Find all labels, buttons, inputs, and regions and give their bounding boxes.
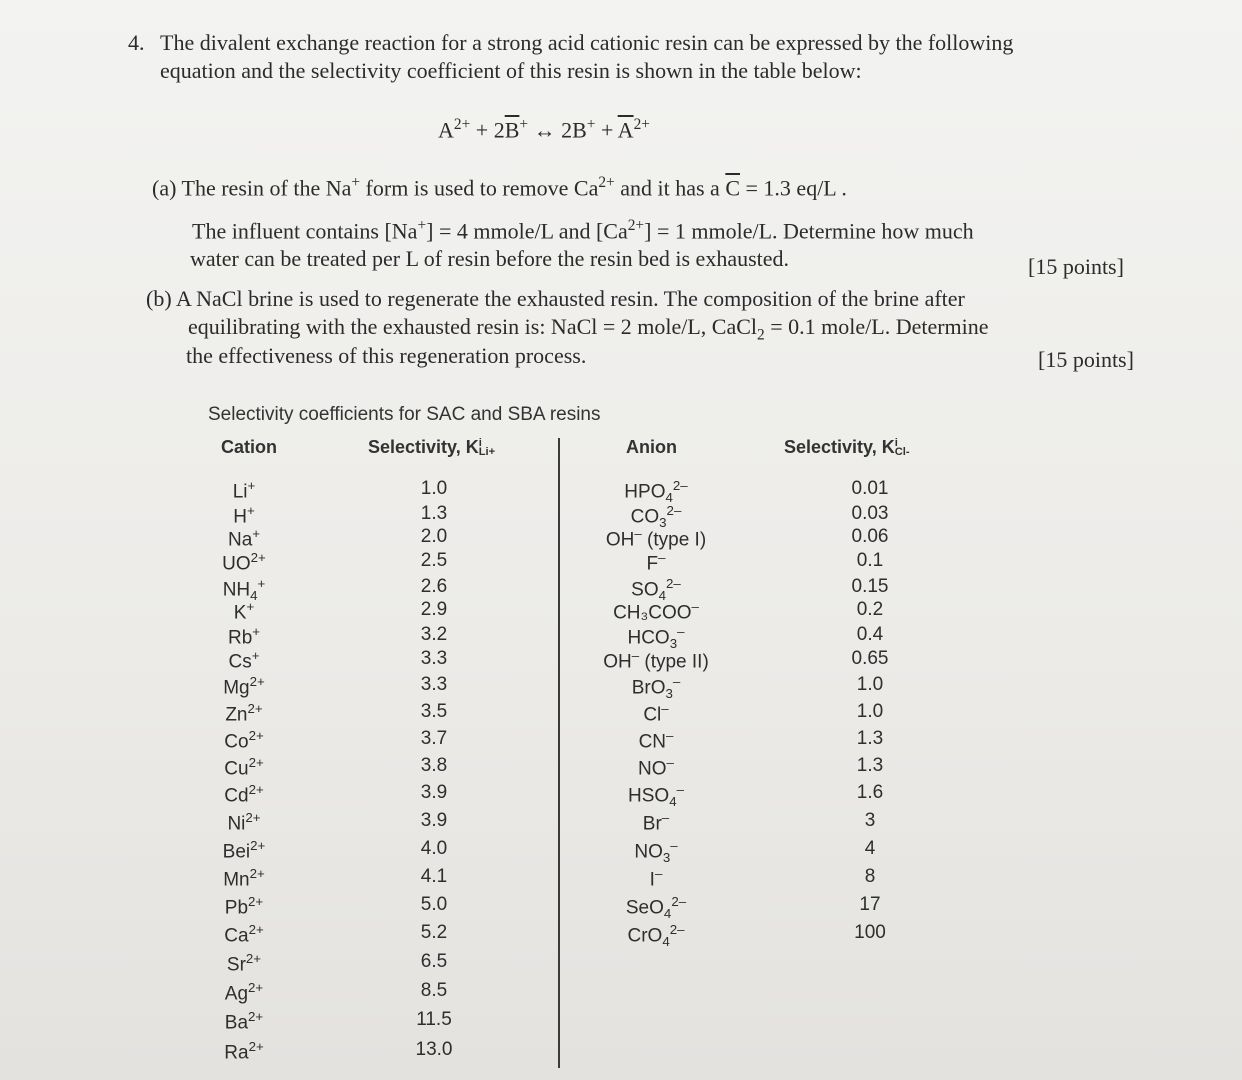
anion-cell xyxy=(643,810,669,835)
anion-charge: – xyxy=(654,866,663,881)
cation-symbol: Rb xyxy=(227,627,253,649)
cation-charge: 2+ xyxy=(248,782,264,797)
cation-cell xyxy=(233,478,256,503)
cation-symbol: Ni xyxy=(227,813,246,835)
cation-symbol: Li xyxy=(232,481,248,503)
header-cation-selectivity: Selectivity, Ki Li+ xyxy=(368,437,496,459)
column-divider xyxy=(558,438,560,1068)
anion-charge: – xyxy=(634,526,642,541)
anion-cell xyxy=(639,728,674,753)
anion-selectivity-value: 0.2 xyxy=(856,599,884,620)
anion-cell xyxy=(627,922,684,949)
cation-symbol: Cs xyxy=(228,651,252,673)
cation-charge: 2+ xyxy=(248,755,264,770)
cation-selectivity-value: 3.7 xyxy=(420,728,448,749)
anion-subscript: 4 xyxy=(665,490,673,506)
cation-charge: + xyxy=(246,503,255,518)
cation-charge: 2+ xyxy=(247,701,263,716)
anion-cell xyxy=(646,550,665,575)
anion-selectivity-value: 3 xyxy=(864,810,876,831)
anion-symbol: I xyxy=(649,869,655,891)
anion-symbol: Br xyxy=(642,813,662,835)
anion-charge: 2– xyxy=(666,576,681,591)
anion-charge: – xyxy=(691,599,699,614)
anion-selectivity-value: 0.06 xyxy=(851,526,889,547)
anion-subscript: 4 xyxy=(663,906,672,922)
anion-symbol: HPO xyxy=(624,481,666,503)
anion-selectivity-value: 1.3 xyxy=(856,755,884,776)
anion-selectivity-value: 1.6 xyxy=(856,782,884,803)
anion-symbol: BrO xyxy=(631,677,666,699)
cation-selectivity-value: 3.5 xyxy=(420,701,448,722)
header-anion: Anion xyxy=(626,437,677,457)
anion-charge: – xyxy=(666,755,674,770)
cation-selectivity-value: 2.0 xyxy=(420,526,448,547)
cation-symbol: Bei xyxy=(222,841,251,863)
cation-symbol: NH xyxy=(222,579,251,601)
cation-selectivity-value: 11.5 xyxy=(416,1009,452,1030)
cation-charge: 2+ xyxy=(245,810,261,825)
anion-selectivity-value: 4 xyxy=(864,838,876,859)
cation-selectivity-value: 4.1 xyxy=(420,866,448,887)
problem-number: 4. xyxy=(128,30,145,55)
anion-charge: – xyxy=(661,701,669,716)
anion-selectivity-value: 0.01 xyxy=(851,478,889,499)
anion-cell xyxy=(626,894,686,921)
cation-symbol: Ca xyxy=(224,925,249,947)
cation-selectivity-value: 3.8 xyxy=(420,755,448,776)
cation-symbol: Mn xyxy=(223,869,250,891)
cation-selectivity-value: 3.9 xyxy=(420,782,448,803)
anion-type-note: (type II) xyxy=(639,651,709,673)
cation-symbol: Ag xyxy=(224,983,249,1005)
cation-cell xyxy=(224,922,263,947)
cation-symbol: Cd xyxy=(224,785,249,807)
cation-selectivity-value: 2.6 xyxy=(420,576,448,597)
anion-selectivity-value: 0.4 xyxy=(856,624,884,645)
part-a-points: [15 points] xyxy=(1028,254,1124,279)
cation-charge: + xyxy=(257,576,266,591)
part-b-line-3: the effectiveness of this regeneration process. xyxy=(186,343,587,368)
anion-cell xyxy=(632,674,681,701)
part-a-line-2: The influent contains [Na+] = 4 mmole/L and $[Ca^{2+}] = 1$ mmole/L. Determine how much xyxy=(192,217,974,244)
cation-cell xyxy=(224,782,263,807)
cation-selectivity-value: 1.0 xyxy=(420,478,448,499)
anion-symbol: CO xyxy=(630,506,660,528)
cation-symbol: Pb xyxy=(224,897,249,919)
cation-charge: + xyxy=(252,624,261,639)
cation-cell xyxy=(224,1039,263,1064)
cation-selectivity-value: 6.5 xyxy=(420,951,448,972)
cation-selectivity-value: 5.0 xyxy=(420,894,448,915)
anion-symbol: HSO xyxy=(628,785,670,807)
anion-cell xyxy=(628,782,684,809)
anion-symbol: F xyxy=(646,553,659,575)
anion-symbol: CN xyxy=(638,731,667,753)
anion-symbol: NO xyxy=(638,758,667,780)
anion-selectivity-value: 1.3 xyxy=(856,728,884,749)
cation-charge: 2+ xyxy=(250,550,266,565)
cation-charge: + xyxy=(247,478,256,493)
anion-cell xyxy=(603,648,709,673)
cation-charge: + xyxy=(252,526,261,541)
cation-symbol: Zn xyxy=(225,704,248,726)
cation-cell xyxy=(225,894,263,919)
cation-cell xyxy=(228,526,260,551)
anion-cell xyxy=(613,599,699,624)
cation-charge: 2+ xyxy=(248,1009,264,1024)
anion-symbol: Cl xyxy=(643,704,662,726)
anion-cell xyxy=(606,526,706,551)
cation-cell xyxy=(225,980,263,1005)
anion-selectivity-value: 0.03 xyxy=(851,503,889,524)
cation-selectivity-value: 8.5 xyxy=(420,980,448,1001)
cation-symbol: H xyxy=(233,506,247,528)
anion-selectivity-value: 0.15 xyxy=(851,576,889,597)
cation-cell xyxy=(223,674,265,699)
cation-cell xyxy=(223,866,265,891)
cation-selectivity-value: 2.9 xyxy=(420,599,448,620)
cation-charge: 2+ xyxy=(248,980,264,995)
anion-charge: – xyxy=(658,550,666,565)
cation-charge: 2+ xyxy=(248,922,264,937)
cation-selectivity-value: 3.3 xyxy=(420,674,448,695)
anion-selectivity-value: 0.1 xyxy=(856,550,884,571)
cation-charge: + xyxy=(246,599,255,614)
anion-subscript: 3 xyxy=(665,686,673,702)
anion-symbol: CrO xyxy=(627,925,663,947)
cation-selectivity-value: 3.2 xyxy=(420,624,448,645)
cation-selectivity-value: 13.0 xyxy=(415,1039,453,1060)
anion-charge: – xyxy=(677,624,685,639)
anion-charge: 2– xyxy=(669,922,685,937)
cation-charge: 2+ xyxy=(248,728,264,743)
anion-selectivity-value: 1.0 xyxy=(856,674,884,695)
anion-cell xyxy=(650,866,663,891)
cation-subscript: 4 xyxy=(250,588,258,604)
cation-charge: 2+ xyxy=(248,894,264,909)
anion-subscript: 3 xyxy=(659,515,667,531)
anion-symbol: OH xyxy=(605,529,635,551)
cation-cell xyxy=(227,951,261,976)
cation-cell xyxy=(228,624,260,649)
anion-charge: – xyxy=(666,728,674,743)
part-b-line-2: equilibrating with the exhausted resin is: NaCl = 2 mole/L, CaCl$_2$ = 0.1 mole/L. Determine xyxy=(188,314,989,344)
cation-cell xyxy=(225,1009,263,1034)
cation-selectivity-value: 3.9 xyxy=(420,810,448,831)
anion-symbol: HCO xyxy=(627,627,670,649)
anion-symbol: OH xyxy=(603,651,632,673)
anion-charge: – xyxy=(670,838,678,853)
anion-selectivity-value: 1.0 xyxy=(856,701,884,722)
cation-symbol: Mg xyxy=(223,677,250,699)
anion-charge: 2– xyxy=(672,478,688,493)
cation-charge: 2+ xyxy=(250,838,266,853)
cation-symbol: Na xyxy=(227,529,253,551)
intro-line-1: The divalent exchange reaction for a strong acid cationic resin can be expressed by the following xyxy=(160,30,1014,55)
anion-cell xyxy=(643,701,668,726)
anion-selectivity-value: 100 xyxy=(854,922,886,943)
cation-selectivity-value: 5.2 xyxy=(420,922,448,943)
cation-cell xyxy=(222,550,266,575)
anion-cell xyxy=(638,755,674,780)
cation-charge: 2+ xyxy=(245,951,262,966)
part-a-line-1: (a) The resin of the Na+ form is used to remove $Ca^{2+}$ and it has a $\overline{C} = 1.3$ eq/L . xyxy=(152,174,847,201)
anion-subscript: 4 xyxy=(658,588,667,604)
anion-cell xyxy=(634,838,677,865)
cation-charge: 2+ xyxy=(249,866,265,881)
cation-symbol: Co xyxy=(224,731,249,753)
anion-charge: – xyxy=(672,674,681,689)
cation-cell xyxy=(234,599,254,624)
anion-charge: 2– xyxy=(666,503,682,518)
anion-charge: – xyxy=(661,810,670,825)
anion-charge: 2– xyxy=(671,894,687,909)
cation-cell xyxy=(224,728,263,753)
anion-symbol: CH₃COO xyxy=(613,602,692,624)
part-b-points: [15 points] xyxy=(1038,347,1134,372)
anion-subscript: 3 xyxy=(662,850,671,866)
anion-charge: – xyxy=(676,782,684,797)
table-caption: Selectivity coefficients for SAC and SBA resins xyxy=(208,404,601,425)
part-b-line-1: (b) A NaCl brine is used to regenerate the exhausted resin. The composition of the brine after xyxy=(146,286,965,311)
cation-selectivity-value: 1.3 xyxy=(420,503,448,524)
cation-cell xyxy=(225,701,262,726)
anion-subscript: 4 xyxy=(669,794,677,810)
intro-line-2: equation and the selectivity coefficient of this resin is shown in the table below: xyxy=(160,58,862,83)
cation-cell xyxy=(233,503,255,528)
cation-selectivity-value: 4.0 xyxy=(420,838,448,859)
anion-subscript: 3 xyxy=(669,636,678,652)
cation-selectivity-value: 2.5 xyxy=(420,550,448,571)
anion-cell xyxy=(624,478,687,505)
cation-symbol: Ra xyxy=(224,1042,249,1064)
cation-symbol: K xyxy=(233,602,247,624)
header-anion-selectivity: Selectivity, Ki Cl- xyxy=(784,437,910,459)
cation-symbol: UO xyxy=(222,553,251,575)
cation-symbol: Sr xyxy=(226,954,246,976)
anion-selectivity-value: 8 xyxy=(864,866,876,887)
cation-charge: + xyxy=(251,648,260,663)
header-cation: Cation xyxy=(221,437,277,457)
anion-selectivity-value: 17 xyxy=(859,894,881,915)
cation-charge: 2+ xyxy=(248,1039,264,1054)
anion-subscript: 4 xyxy=(662,934,670,950)
anion-selectivity-value: 0.65 xyxy=(851,648,889,669)
cation-symbol: Ba xyxy=(224,1012,249,1034)
part-a-line-3: water can be treated per L of resin before the resin bed is exhausted. xyxy=(190,246,790,271)
anion-symbol: SO xyxy=(631,579,659,601)
cation-cell xyxy=(223,838,266,863)
cation-charge: 2+ xyxy=(249,674,265,689)
cation-cell xyxy=(224,755,263,780)
cation-selectivity-value: 3.3 xyxy=(420,648,448,669)
exchange-equation: $A^{2+} + 2\overline{B}^+$ ↔ $2B^+ + \overline{A}^{2+}$ xyxy=(438,116,650,143)
anion-type-note: (type I) xyxy=(641,529,707,551)
cation-symbol: Cu xyxy=(224,758,249,780)
anion-symbol: SeO xyxy=(625,897,664,919)
cation-cell xyxy=(227,810,260,835)
anion-symbol: NO xyxy=(634,841,663,863)
anion-charge: – xyxy=(631,648,640,663)
cation-cell xyxy=(229,648,260,673)
